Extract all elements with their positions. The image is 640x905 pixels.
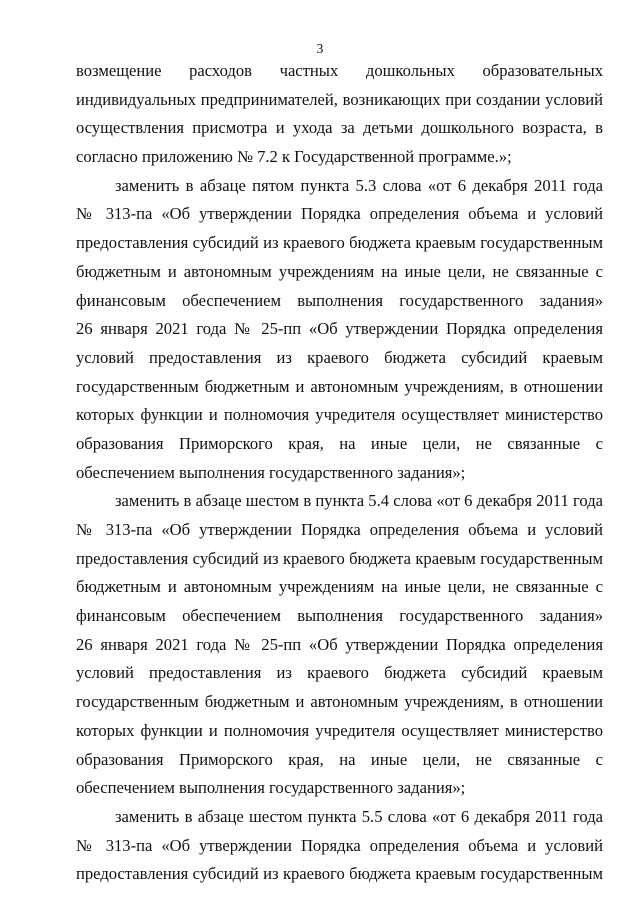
text-line: образования Приморского края, на иные цели, не связанные с — [76, 749, 603, 769]
page-number: 3 — [316, 41, 324, 56]
text-line: 26 января 2021 года № 25-пп «Об утверждении Порядка определения — [76, 634, 603, 654]
text-line: № 313-па «Об утверждении Порядка определения объема и условий — [76, 835, 603, 855]
text-line: 26 января 2021 года № 25-пп «Об утверждении Порядка определения — [76, 319, 603, 339]
text-line: предоставления субсидий из краевого бюджета краевым государственным — [76, 233, 603, 253]
text-line: которых функции и полномочия учредителя осуществляет министерство — [76, 720, 603, 740]
text-line: образования Приморского края, на иные цели, не связанные с — [76, 433, 603, 453]
text-line: государственным бюджетным и автономным учреждениям, в отношении — [76, 376, 603, 396]
text-line: финансовым обеспечением выполнения государственного задания» — [76, 290, 603, 310]
text-line: согласно приложению № 7.2 к Государственной программе.»; — [76, 147, 512, 167]
text-line: заменить в абзаце шестом в пункта 5.4 слова «от 6 декабря 2011 года — [115, 491, 603, 511]
text-line: обеспечением выполнения государственного задания»; — [76, 462, 466, 482]
text-line: предоставления субсидий из краевого бюджета краевым государственным — [76, 864, 603, 884]
text-line: предоставления субсидий из краевого бюджета краевым государственным — [76, 548, 603, 568]
text-line: бюджетным и автономным учреждениям на иные цели, не связанные с — [76, 577, 603, 597]
document-body — [76, 57, 603, 889]
text-line: заменить в абзаце пятом пункта 5.3 слова «от 6 декабря 2011 года — [115, 175, 603, 195]
text-line: № 313-па «Об утверждении Порядка определения объема и условий — [76, 204, 603, 224]
text-line: осуществления присмотра и ухода за детьми дошкольного возраста, в — [76, 118, 603, 138]
text-line: обеспечением выполнения государственного задания»; — [76, 778, 466, 798]
text-line: индивидуальных предпринимателей, возникающих при создании условий — [76, 89, 603, 109]
text-line: № 313-па «Об утверждении Порядка определения объема и условий — [76, 520, 603, 539]
text-line: возмещение расходов частных дошкольных образовательных — [76, 61, 603, 80]
text-line: заменить в абзаце шестом пункта 5.5 слова «от 6 декабря 2011 года — [115, 806, 603, 826]
text-line: государственным бюджетным и автономным учреждениям, в отношении — [76, 692, 603, 712]
text-line: финансовым обеспечением выполнения государственного задания» — [76, 606, 603, 626]
text-line: условий предоставления из краевого бюджета субсидий краевым — [76, 663, 603, 683]
text-line: которых функции и полномочия учредителя осуществляет министерство — [76, 405, 603, 425]
text-line: бюджетным и автономным учреждениям на иные цели, не связанные с — [76, 261, 603, 281]
text-line: условий предоставления из краевого бюджета субсидий краевым — [76, 347, 603, 367]
